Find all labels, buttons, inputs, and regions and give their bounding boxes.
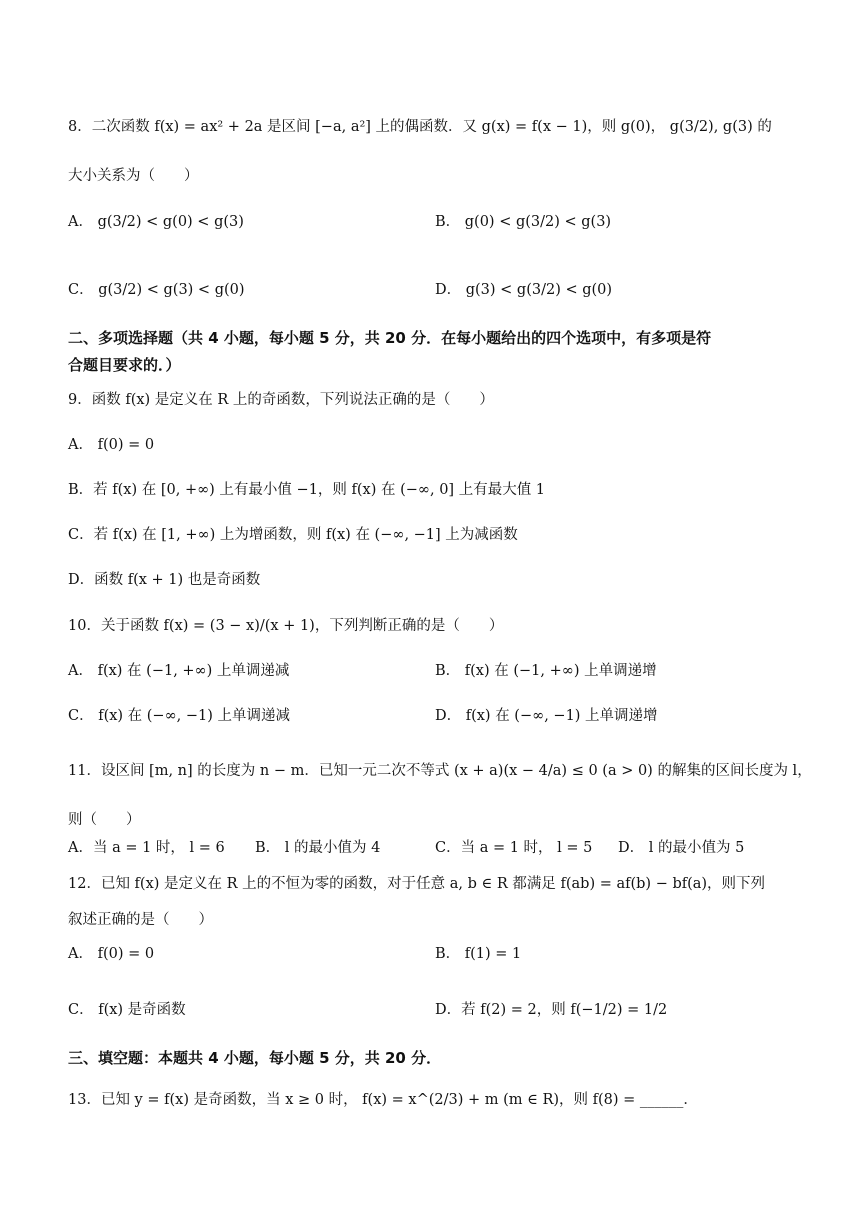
- q10-stem: 10．关于函数 f(x) = (3 − x)/(x + 1)，下列判断正确的是（ ）: [68, 618, 504, 634]
- q10-option-d: D． f(x) 在 (−∞, −1) 上单调递增: [435, 708, 658, 724]
- q12-option-c: C． f(x) 是奇函数: [68, 1002, 186, 1018]
- q11-option-c: C．当 a = 1 时， l = 5: [435, 840, 593, 856]
- q9-option-b: B．若 f(x) 在 [0, +∞) 上有最小值 −1，则 f(x) 在 (−∞, 0] 上有最大值 1: [68, 482, 546, 498]
- q9-stem: 9．函数 f(x) 是定义在 R 上的奇函数，下列说法正确的是（ ）: [68, 392, 494, 408]
- q10-option-b: B． f(x) 在 (−1, +∞) 上单调递增: [435, 663, 657, 679]
- q12-stem-line2: 叙述正确的是（ ）: [68, 912, 213, 928]
- q8-option-d: D． g(3) < g(3/2) < g(0): [435, 282, 613, 298]
- q9-option-a: A． f(0) = 0: [68, 437, 155, 453]
- q10-option-c: C． f(x) 在 (−∞, −1) 上单调递减: [68, 708, 291, 724]
- q11-option-a: A．当 a = 1 时， l = 6: [68, 840, 225, 856]
- q11-option-d: D． l 的最小值为 5: [618, 840, 745, 856]
- q11-stem-line1: 11．设区间 [m, n] 的长度为 n − m．已知一元二次不等式 (x + a)(x − 4/a) ≤ 0 (a > 0) 的解集的区间长度为 l，: [68, 763, 812, 779]
- q9-option-c: C．若 f(x) 在 [1, +∞) 上为增函数，则 f(x) 在 (−∞, −1] 上为减函数: [68, 527, 518, 543]
- q13-stem: 13．已知 y = f(x) 是奇函数，当 x ≥ 0 时， f(x) = x^(2/3) + m (m ∈ R)，则 f(8) = ______．: [68, 1092, 698, 1108]
- q8-option-a: A． g(3/2) < g(0) < g(3): [68, 214, 244, 230]
- q8-stem-line2: 大小关系为（ ）: [68, 168, 199, 184]
- q9-option-d: D．函数 f(x + 1) 也是奇函数: [68, 572, 261, 588]
- q11-stem-line2: 则（ ）: [68, 812, 141, 828]
- q8-option-c: C． g(3/2) < g(3) < g(0): [68, 282, 245, 298]
- q8-option-b: B． g(0) < g(3/2) < g(3): [435, 214, 612, 230]
- section-3-heading: 三、填空题：本题共 4 小题，每小题 5 分，共 20 分．: [68, 1049, 442, 1067]
- q10-option-a: A． f(x) 在 (−1, +∞) 上单调递减: [68, 663, 290, 679]
- q12-option-b: B． f(1) = 1: [435, 946, 522, 962]
- q11-option-b: B． l 的最小值为 4: [255, 840, 381, 856]
- section-2-heading-line2: 合题目要求的．）: [68, 356, 181, 374]
- q12-option-a: A． f(0) = 0: [68, 946, 155, 962]
- section-2-heading-line1: 二、多项选择题（共 4 小题，每小题 5 分，共 20 分．在每小题给出的四个选项中，有多项是符: [68, 329, 712, 347]
- q12-option-d: D．若 f(2) = 2，则 f(−1/2) = 1/2: [435, 1002, 668, 1018]
- q12-stem-line1: 12．已知 f(x) 是定义在 R 上的不恒为零的函数，对于任意 a, b ∈ R 都满足 f(ab) = af(b) − bf(a)，则下列: [68, 876, 766, 892]
- q8-stem-line1: 8．二次函数 f(x) = ax² + 2a 是区间 [−a, a²] 上的偶函数．又 g(x) = f(x − 1)，则 g(0)， g(3/2), g(3) 的: [68, 119, 772, 135]
